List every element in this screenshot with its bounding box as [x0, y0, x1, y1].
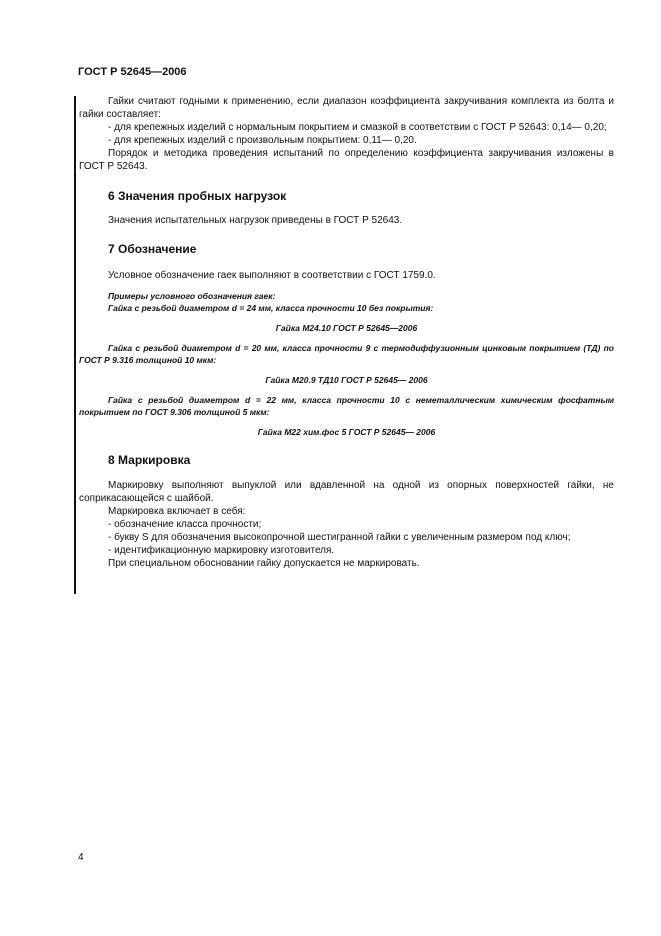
page-number: 4: [78, 852, 84, 863]
example-2-text: Гайка с резьбой диаметром d = 20 мм, класса прочности 9 с термодиффузионным цинковым покрытием (ТД) по ГОСТ Р 9.316 толщиной 10 мкм:: [79, 343, 614, 365]
section-6-paragraph: Значения испытательных нагрузок приведены в ГОСТ Р 52643.: [108, 215, 403, 226]
section-8-paragraph-2: Маркировка включает в себя:: [108, 506, 246, 517]
section-8-list-item-2: - букву S для обозначения высокопрочной шестигранной гайки с увеличенным размером под ключ;: [108, 532, 571, 543]
section-7-paragraph: Условное обозначение гаек выполняют в соответствии с ГОСТ 1759.0.: [108, 270, 436, 281]
section-8-heading: 8 Маркировка: [108, 453, 191, 467]
example-3-code: Гайка М22 хим.фос 5 ГОСТ Р 52645— 2006: [257, 427, 436, 437]
section-6-heading: 6 Значения пробных нагрузок: [108, 189, 287, 203]
section-8-paragraph-1: Маркировку выполняют выпуклой или вдавленной на одной из опорных поверхностей гайки, не соприкасающейся с шайбой.: [79, 480, 614, 504]
example-3-text: Гайка с резьбой диаметром d = 22 мм, класса прочности 10 с неметаллическим химическим фосфатным покрытием по ГОСТ 9.306 толщиной 5 мкм:: [79, 395, 614, 417]
examples-heading: Примеры условного обозначения гаек:: [108, 291, 276, 301]
intro-paragraph-3: - для крепежных изделий с произвольным покрытием: 0,11— 0,20.: [108, 135, 417, 146]
section-8-paragraph-3: При специальном обосновании гайку допускается не маркировать.: [108, 558, 420, 569]
example-1-code: Гайка М24.10 ГОСТ Р 52645—2006: [275, 323, 418, 333]
section-8-list-item-3: - идентификационную маркировку изготовителя.: [108, 545, 335, 556]
intro-paragraph-1: Гайки считают годными к применению, если диапазон коэффициента закручивания комплекта из болта и гайки составляет:: [79, 96, 614, 120]
intro-paragraph-4: Порядок и методика проведения испытаний по определению коэффициента закручивания изложены в ГОСТ Р 52643.: [79, 148, 614, 172]
change-bar: [74, 96, 76, 594]
page-body: [79, 95, 614, 570]
example-1-text: Гайка с резьбой диаметром d = 24 мм, класса прочности 10 без покрытия:: [108, 303, 434, 313]
section-8-list-item-1: - обозначение класса прочности;: [108, 519, 262, 530]
intro-paragraph-2: - для крепежных изделий с нормальным покрытием и смазкой в соответствии с ГОСТ Р 52643: 0,14— 0,20;: [108, 122, 607, 133]
example-2-code: Гайка М20.9 ТД10 ГОСТ Р 52645— 2006: [265, 375, 428, 385]
section-7-heading: 7 Обозначение: [108, 242, 197, 256]
document-header: ГОСТ Р 52645—2006: [78, 66, 187, 78]
